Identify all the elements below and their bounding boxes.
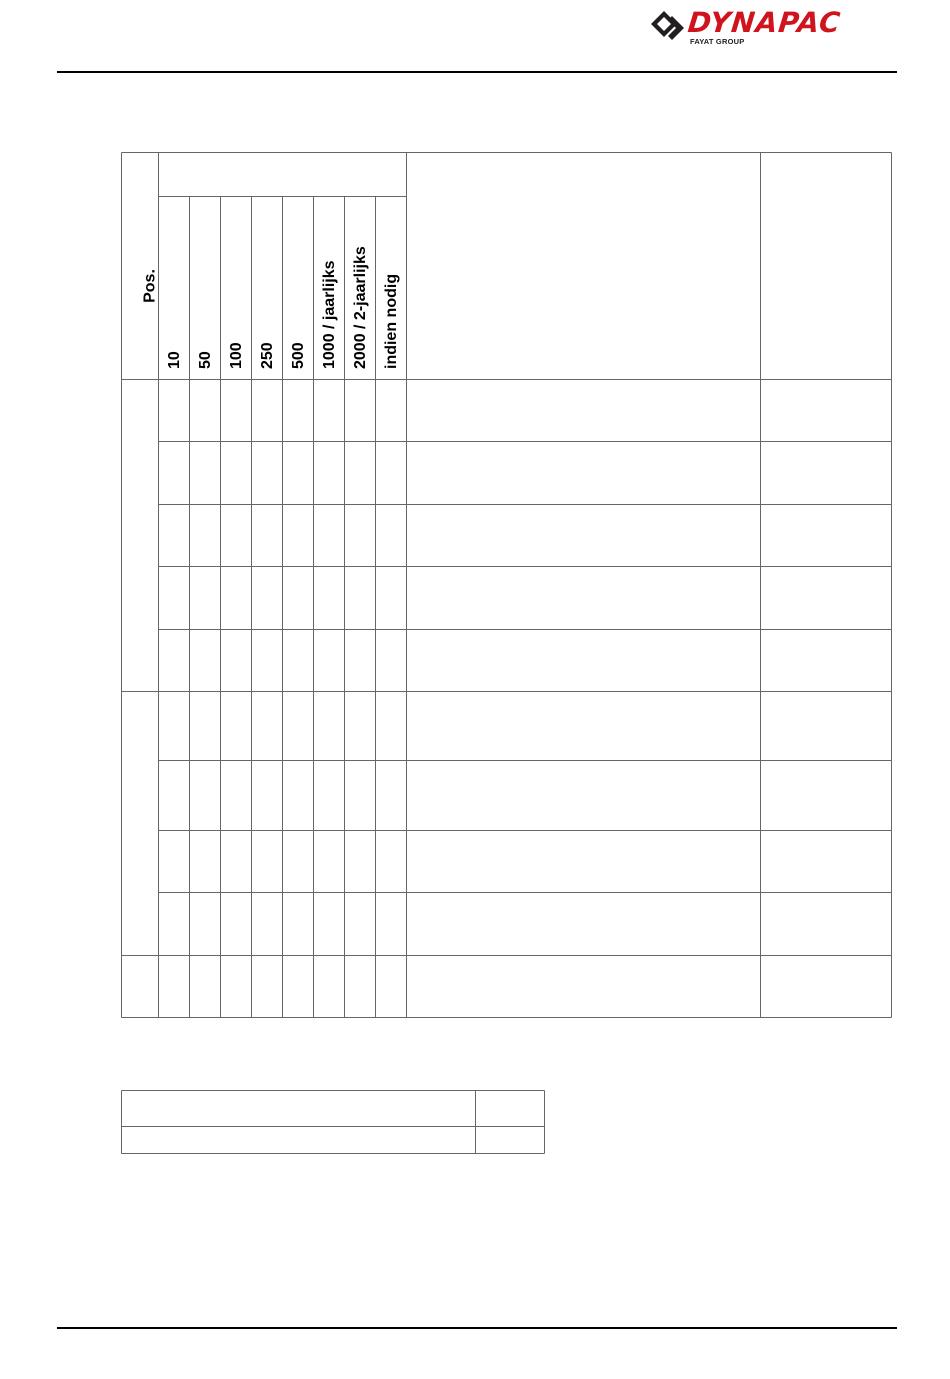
- interval-header-3: 250: [259, 342, 276, 369]
- interval-header-7: indien nodig: [383, 273, 400, 369]
- interval-header-4: 500: [290, 342, 307, 369]
- maintenance-table: [121, 152, 893, 1020]
- interval-header-2: 100: [228, 342, 245, 369]
- brand-name: DYNAPAC: [686, 6, 843, 39]
- header-rule: [57, 71, 897, 73]
- footer-rule: [57, 1327, 897, 1329]
- dynapac-diamond-icon: [650, 8, 686, 48]
- interval-header-6: 2000 / 2-jaarlijks: [352, 246, 369, 369]
- dynapac-logo: [650, 8, 902, 48]
- interval-header-5: 1000 / jaarlijks: [321, 260, 338, 369]
- summary-table: [121, 1090, 547, 1156]
- interval-header-0: 10: [166, 351, 183, 369]
- pos-header: Pos.: [141, 269, 159, 303]
- brand-subtitle: FAYAT GROUP: [690, 37, 745, 46]
- interval-header-1: 50: [197, 351, 214, 369]
